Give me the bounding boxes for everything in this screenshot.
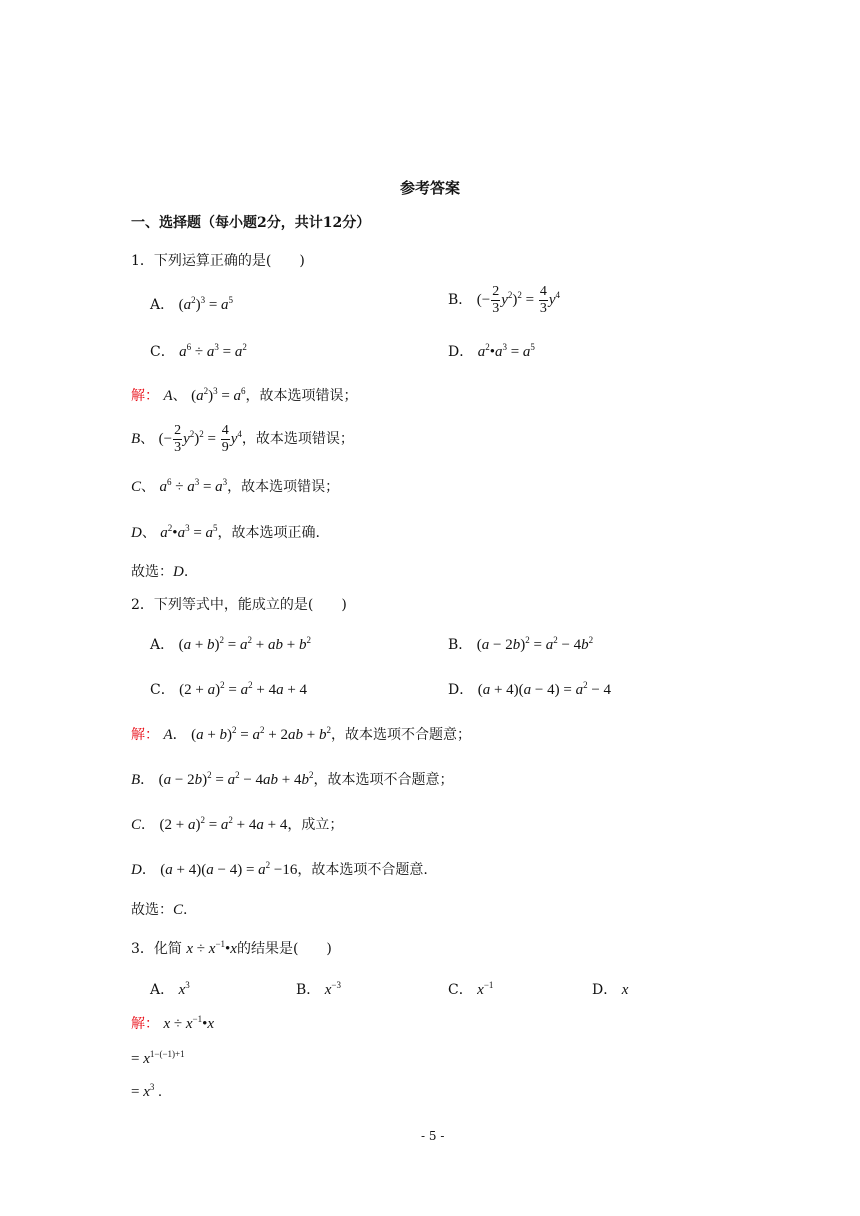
solution-choice-label: B — [131, 430, 141, 447]
math-expression: $x^{-3}$ — [324, 980, 341, 998]
option-label: A． — [150, 637, 175, 653]
math-expression: $(a^2)^3 = a^5$ — [178, 295, 234, 313]
q2-solution-c — [131, 815, 344, 833]
math-expression: x — [621, 982, 629, 998]
math-expression: (− $\frac{2}{3}$ $y^2)^2$ = $\frac{4}{9}$ $y^4$ — [158, 423, 242, 455]
q2-option-a — [150, 635, 311, 653]
solution-choice-label: B — [131, 772, 141, 788]
math-expression: $(a + 4)(a - 4) = a^2 - 4$ — [477, 680, 612, 698]
math-expression: $x \div x^{-1}•x$ — [163, 1014, 215, 1032]
separator: ． — [141, 862, 156, 878]
math-expression: (− $\frac{2}{3}$ $y^2)^2$ = $\frac{4}{3}$ $y^4$ — [476, 284, 561, 316]
q1-solution-c — [131, 477, 340, 495]
stem-text: 3．化简 — [131, 941, 182, 957]
solution-choice-label: D — [131, 862, 142, 878]
math-expression: $(a + 4)(a - 4) = a^2 -16$ — [160, 860, 298, 878]
solution-prefix: 解： — [131, 388, 159, 404]
math-expression: $(2 + a)^2 = a^2 + 4a + 4$ — [159, 815, 288, 833]
option-label: A． — [150, 297, 175, 313]
solution-choice-label: C — [131, 817, 142, 833]
solution-prefix: 解： — [131, 1016, 159, 1032]
separator: ． — [172, 727, 187, 743]
option-label: D． — [448, 682, 474, 698]
solution-text: ，故本选项不合题意. — [297, 862, 428, 878]
option-label: A． — [150, 982, 175, 998]
math-expression: $(a + b)^2 = a^2 + 2ab + b^2$ — [191, 725, 331, 743]
q1-option-a — [150, 295, 234, 313]
solution-text: ，故本选项不合题意； — [313, 772, 454, 788]
math-expression: $x^{-1}$ — [477, 980, 494, 998]
separator: 、 — [172, 388, 187, 404]
solution-choice-label: A — [163, 727, 173, 743]
solution-text: ，故本选项不合题意； — [330, 727, 471, 743]
fraction: $\frac{4}{3}$ — [539, 284, 547, 316]
separator: ． — [141, 817, 156, 833]
q3-option-c — [448, 980, 494, 998]
solution-text: ，故本选项错误； — [227, 479, 340, 495]
page-number: - 5 - — [421, 1129, 445, 1143]
math-expression: $(a^2)^3 = a^6$ — [191, 386, 246, 404]
answer-label: 故选： — [131, 902, 173, 918]
answer-choice: C — [173, 902, 184, 918]
q2-answer — [131, 903, 187, 918]
separator: 、 — [141, 525, 156, 541]
q2-solution-d — [131, 860, 428, 878]
option-label: D． — [592, 982, 618, 998]
math-expression: $a^6 \div a^3 = a^2$ — [179, 342, 247, 360]
solution-text: ，故本选项错误； — [241, 430, 354, 447]
math-expression: $(a - 2b)^2 = a^2 - 4ab + 4b^2$ — [158, 770, 314, 788]
page-title: 参考答案 — [400, 179, 461, 197]
option-label: B． — [296, 982, 321, 998]
q2-solution-b — [131, 770, 454, 788]
answer-end: . — [183, 902, 188, 918]
q3-solution-step3 — [131, 1082, 162, 1100]
solution-choice-label: A — [163, 388, 173, 404]
math-expression: $(a + b)^2 = a^2$ + ab + $b^2$ — [178, 635, 311, 653]
q3-option-a — [150, 980, 190, 998]
math-expression: $a^6 \div a^3 = a^3$ — [159, 477, 228, 495]
separator: 、 — [141, 479, 156, 495]
q2-option-b — [448, 635, 594, 653]
q1-option-b — [448, 284, 560, 317]
q3-solution-step1 — [131, 1014, 215, 1032]
fraction: $\frac{2}{3}$ — [492, 284, 500, 316]
math-expression: $a^2•a^3 = a^5$ — [160, 523, 218, 541]
math-expression: $a^2•a^3 = a^5$ — [477, 342, 535, 360]
math-expression: $(2 + a)^2 = a^2 + 4a + 4$ — [179, 680, 308, 698]
question-3-stem — [131, 939, 332, 957]
option-label: C． — [448, 982, 473, 998]
math-expression: $x^3$ — [178, 980, 190, 998]
q3-option-d — [592, 983, 628, 998]
q1-solution-b — [131, 423, 354, 456]
math-expression: $(a - 2b)^2 = a^2 - 4b^2$ — [476, 635, 594, 653]
math-expression: = $x^{1-(-1)+1}$ — [131, 1049, 185, 1067]
answer-label: 故选： — [131, 564, 173, 580]
q1-solution-d — [131, 523, 320, 541]
question-2-stem: 2．下列等式中，能成立的是( ) — [131, 597, 347, 613]
solution-text: ，故本选项错误； — [245, 388, 358, 404]
q1-option-d — [448, 342, 535, 360]
q3-solution-step2 — [131, 1049, 185, 1067]
q2-option-d — [448, 680, 612, 698]
fraction: $\frac{2}{3}$ — [174, 423, 182, 455]
separator: 、 — [140, 430, 155, 447]
option-label: B． — [448, 291, 473, 308]
answer-choice: D — [173, 564, 184, 580]
q2-option-c — [150, 680, 308, 698]
option-label: D． — [448, 344, 474, 360]
q1-answer — [131, 565, 188, 580]
solution-prefix: 解： — [131, 727, 159, 743]
option-label: C． — [150, 344, 175, 360]
fraction: $\frac{4}{9}$ — [221, 423, 229, 455]
option-label: B． — [448, 637, 473, 653]
section-heading: 一、选择题（每小题2分，共计12分） — [131, 215, 371, 231]
option-label: C． — [150, 682, 175, 698]
math-expression: = $x^3$ . — [131, 1082, 162, 1100]
separator: ． — [140, 772, 155, 788]
solution-choice-label: C — [131, 479, 142, 495]
question-1-stem: 1．下列运算正确的是( ) — [131, 253, 305, 269]
solution-choice-label: D — [131, 525, 142, 541]
stem-text: 的结果是( ) — [236, 941, 332, 957]
q1-option-c — [150, 342, 247, 360]
q2-solution-a — [131, 725, 471, 743]
solution-text: ，故本选项正确. — [217, 525, 320, 541]
q1-solution-a — [131, 386, 358, 404]
answer-end: . — [183, 564, 189, 580]
math-expression: $x \div x^{-1}•x$ — [186, 939, 237, 957]
solution-text: ，成立； — [287, 817, 344, 833]
q3-option-b — [296, 980, 341, 998]
